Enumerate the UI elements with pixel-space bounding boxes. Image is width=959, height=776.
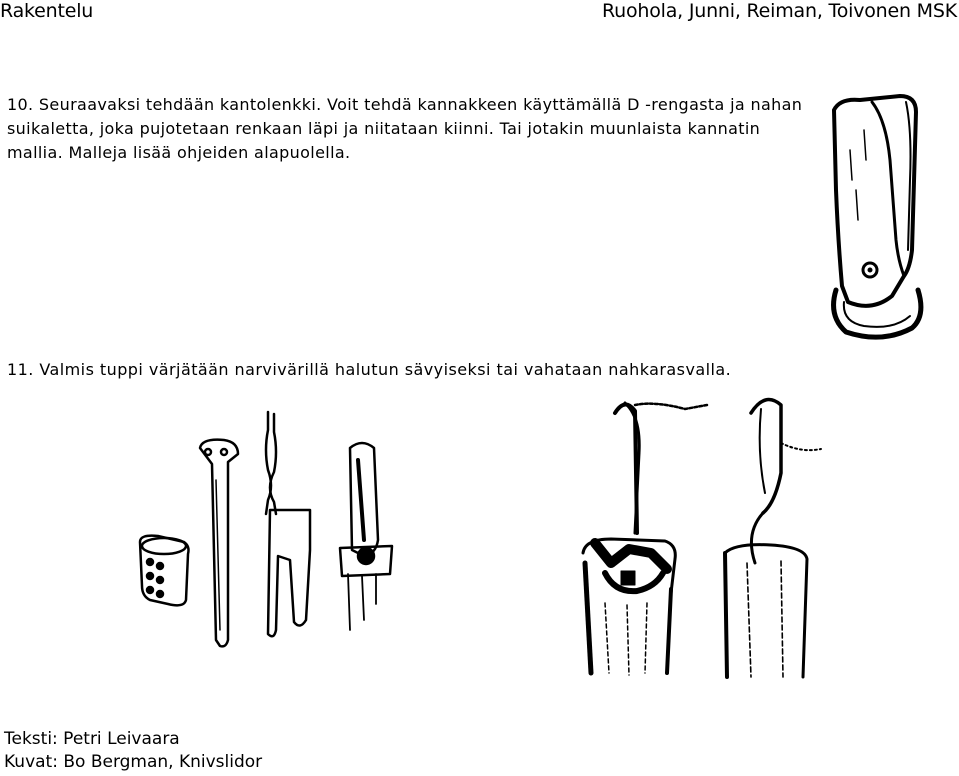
credits-text-author: Teksti: Petri Leivaara (4, 729, 180, 749)
credits (4, 728, 262, 774)
belt-loop-drawing (812, 90, 957, 345)
step-11-text: 11. Valmis tuppi värjätään narvivärillä halutun sävyiseksi tai vahataan nahkarasvalla. (7, 360, 732, 379)
finished-sheath-drawing (575, 393, 830, 683)
step-10-text: 10. Seuraavaksi tehdään kantolenkki. Voit tehdä kannakkeen käyttämällä D -rengasta ja nahan suikaletta, joka pujotetaan renkaan läpi ja niitataan kiinni. Tai jotakin muunlaista kannatin mallia. Malleja lisää ohjeiden alapuolella. (7, 95, 803, 162)
header-left-title: Rakentelu (0, 0, 94, 22)
carry-loop-models-drawing (128, 390, 400, 682)
credits-image-author: Kuvat: Bo Bergman, Knivslidor (4, 752, 263, 772)
header-right-authors: Ruohola, Junni, Reiman, Toivonen MSK (601, 0, 957, 22)
